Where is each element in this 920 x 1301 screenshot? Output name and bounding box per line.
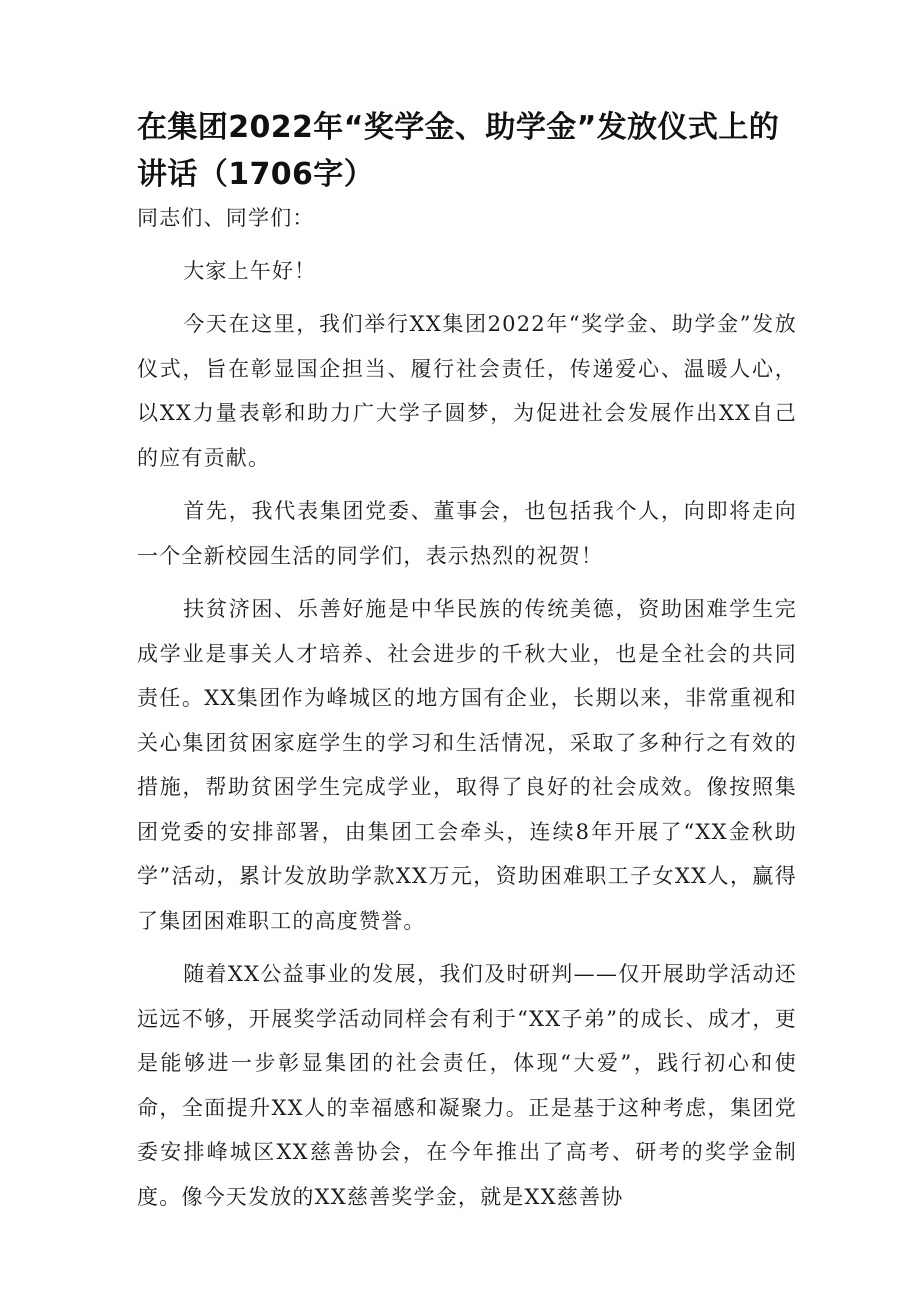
paragraph-scholarship-system: 随着XX公益事业的发展，我们及时研判——仅开展助学活动还远远不够，开展奖学活动同样会有利于“XX子弟”的成长、成才，更是能够进一步彰显集团的社会责任，体现“大爱”，践行初心和使命，全面提升XX人的幸福感和凝聚力。正是基于这种考虑，集团党委安排峰城区XX慈善协会，在今年推出了高考、研考的奖学金制度。像今天发放的XX慈善奖学金，就是XX慈善协 bbox=[137, 962, 797, 1209]
paragraph-poverty-aid: 扶贫济困、乐善好施是中华民族的传统美德，资助困难学生完成学业是事关人才培养、社会进步的千秋大业，也是全社会的共同责任。XX集团作为峰城区的地方国有企业，长期以来，非常重视和关心集团贫困家庭学生的学习和生活情况，采取了多种行之有效的措施，帮助贫困学生完成学业，取得了良好的社会成效。像按照集团党委的安排部署，由集团工会牵头，连续8年开展了“XX金秋助学”活动，累计发放助学款XX万元，资助困难职工子女XX人，赢得了集团困难职工的高度赞誉。 bbox=[137, 597, 797, 933]
salutation: 同志们、同学们： bbox=[137, 206, 315, 230]
document-title: 在集团2022年“奖学金、助学金”发放仪式上的讲话（1706字） bbox=[137, 110, 780, 192]
paragraph-ceremony-purpose: 今天在这里，我们举行XX集团2022年“奖学金、助学金”发放仪式，旨在彰显国企担当、履行社会责任，传递爱心、温暖人心，以XX力量表彰和助力广大学子圆梦，为促进社会发展作出XX自己的应有贡献。 bbox=[137, 312, 797, 470]
paragraph-congratulations: 首先，我代表集团党委、董事会，也包括我个人，向即将走向一个全新校园生活的同学们，表示热烈的祝贺！ bbox=[137, 499, 797, 568]
document-body bbox=[137, 196, 797, 1228]
paragraph-greeting: 大家上午好！ bbox=[183, 258, 317, 283]
